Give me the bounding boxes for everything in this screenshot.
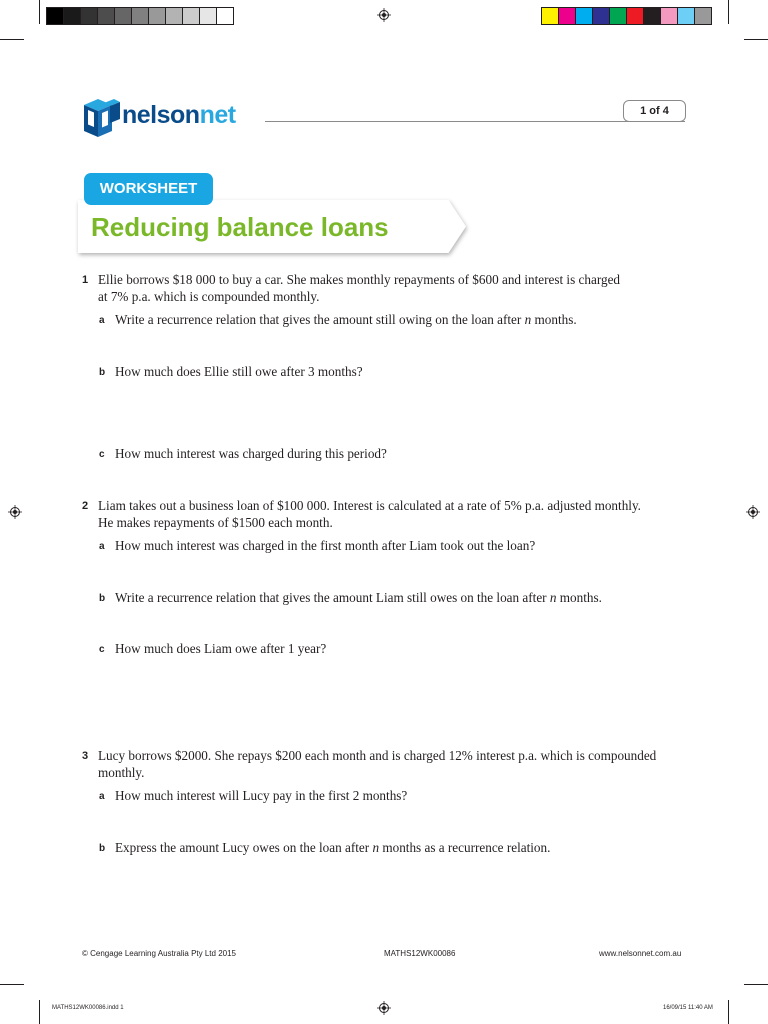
registration-mark-icon [377, 1001, 391, 1015]
part-label: a [99, 541, 105, 552]
header-divider [265, 121, 685, 122]
grayscale-swatch [166, 8, 183, 24]
question-text-line: at 7% p.a. which is compounded monthly. [98, 289, 320, 304]
color-swatch [695, 8, 711, 24]
part-label: b [99, 367, 106, 378]
part-label: b [99, 593, 106, 604]
footer-copyright: © Cengage Learning Australia Pty Ltd 2015 [82, 949, 236, 958]
grayscale-calibration-bar [46, 7, 234, 25]
footer-website-link[interactable]: www.nelsonnet.com.au [599, 949, 682, 958]
registration-mark-icon [377, 8, 391, 22]
part-label: a [99, 791, 105, 802]
color-swatch [576, 8, 593, 24]
color-swatch [678, 8, 695, 24]
grayscale-swatch [132, 8, 149, 24]
grayscale-swatch [183, 8, 200, 24]
brand-logo [122, 99, 236, 131]
part-label: c [99, 449, 105, 460]
color-swatch [542, 8, 559, 24]
color-swatch [610, 8, 627, 24]
registration-mark-icon [8, 505, 22, 519]
color-swatch [559, 8, 576, 24]
color-swatch [644, 8, 661, 24]
question-text-line: Liam takes out a business loan of $100 000. Interest is calculated at a rate of 5% p.a. adjusted monthly. [98, 498, 641, 513]
grayscale-swatch [81, 8, 98, 24]
registration-mark-icon [746, 505, 760, 519]
color-calibration-bar [541, 7, 712, 25]
grayscale-swatch [200, 8, 217, 24]
question-text-line: Lucy borrows $2000. She repays $200 each month and is charged 12% interest p.a. which is compounded [98, 748, 657, 763]
color-swatch [661, 8, 678, 24]
footer-product-code: MATHS12WK00086 [384, 949, 456, 958]
logo-part-net: net [199, 101, 236, 129]
part-text: How much does Ellie still owe after 3 months? [115, 364, 363, 379]
question-number: 1 [82, 274, 89, 286]
logo-part-nelson: nelson [122, 101, 200, 129]
color-swatch [627, 8, 644, 24]
nelsonnet-logo-icon [80, 97, 122, 139]
grayscale-swatch [149, 8, 166, 24]
color-swatch [593, 8, 610, 24]
question-number: 3 [82, 750, 89, 762]
part-label: b [99, 843, 106, 854]
question-text-line: He makes repayments of $1500 each month. [98, 515, 333, 530]
part-text: Write a recurrence relation that gives the amount still owing on the loan after n months. [115, 312, 577, 327]
question-number: 2 [82, 500, 89, 512]
worksheet-label: WORKSHEET [84, 173, 213, 205]
part-label: c [99, 644, 105, 655]
slug-datetime: 16/09/15 11:40 AM [663, 1005, 713, 1011]
question-text-line: monthly. [98, 765, 145, 780]
grayscale-swatch [98, 8, 115, 24]
grayscale-swatch [47, 8, 64, 24]
part-text: Express the amount Lucy owes on the loan after n months as a recurrence relation. [115, 840, 551, 855]
question-text-line: Ellie borrows $18 000 to buy a car. She makes monthly repayments of $600 and interest is charged [98, 272, 621, 287]
part-label: a [99, 315, 105, 326]
slug-filename: MATHS12WK00086.indd 1 [52, 1005, 124, 1011]
part-text: How much interest was charged during this period? [115, 446, 387, 461]
part-text: Write a recurrence relation that gives the amount Liam still owes on the loan after n months. [115, 590, 602, 605]
grayscale-swatch [217, 8, 233, 24]
part-text: How much does Liam owe after 1 year? [115, 641, 327, 656]
page-indicator: 1 of 4 [623, 100, 686, 122]
grayscale-swatch [64, 8, 81, 24]
part-text: How much interest will Lucy pay in the first 2 months? [115, 788, 408, 803]
grayscale-swatch [115, 8, 132, 24]
part-text: How much interest was charged in the first month after Liam took out the loan? [115, 538, 536, 553]
worksheet-title: Reducing balance loans [91, 212, 389, 242]
